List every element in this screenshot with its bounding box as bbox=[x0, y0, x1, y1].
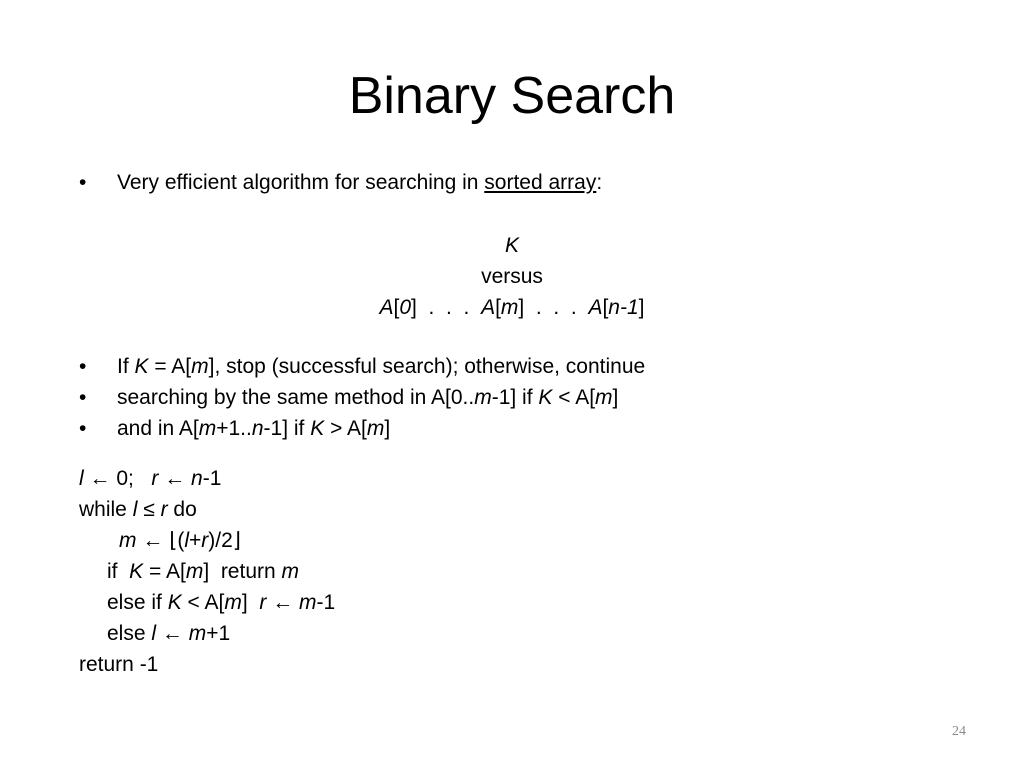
code-var-m: m bbox=[299, 591, 317, 614]
code-var-m: m bbox=[185, 560, 204, 583]
rule2-text: ] bbox=[612, 386, 619, 409]
code-text: if bbox=[107, 560, 130, 583]
array-a1: A bbox=[379, 296, 394, 319]
code-text: ← ⌊( bbox=[136, 529, 185, 552]
array-b3: [ bbox=[495, 296, 501, 319]
rule-bullet-1 bbox=[79, 352, 645, 382]
array-b4: ] . . . bbox=[518, 296, 589, 319]
code-text: ← 0; bbox=[83, 467, 152, 490]
rule2-m: m bbox=[595, 386, 613, 409]
rule2-k: K bbox=[538, 386, 553, 409]
rule-bullet-2 bbox=[79, 383, 618, 413]
code-text: + bbox=[189, 529, 202, 552]
array-b6: ] bbox=[638, 296, 645, 319]
code-text: ← bbox=[156, 622, 189, 645]
array-b1: [ bbox=[393, 296, 400, 319]
code-line-return bbox=[79, 649, 158, 680]
bullet-marker: • bbox=[79, 355, 87, 378]
code-text: = A[ bbox=[143, 560, 186, 583]
array-b5: [ bbox=[602, 296, 609, 319]
versus-label bbox=[0, 261, 1024, 292]
code-text: -1 bbox=[316, 591, 336, 614]
code-var-m: m bbox=[119, 529, 137, 552]
code-text: return -1 bbox=[79, 653, 159, 676]
slide-title: Binary Search bbox=[348, 67, 676, 125]
code-var-k: K bbox=[129, 560, 144, 583]
rule1-k: K bbox=[134, 355, 149, 378]
rule3-k: K bbox=[310, 417, 325, 440]
rule1-text: = A[ bbox=[148, 355, 192, 378]
rule2-text: < A[ bbox=[552, 386, 596, 409]
rule3-n: n bbox=[251, 417, 264, 440]
code-var-n: n bbox=[191, 467, 203, 490]
code-text: < A[ bbox=[181, 591, 225, 614]
rule1-text: ], stop (successful search); otherwise, continue bbox=[208, 355, 646, 378]
rule2-m: m bbox=[474, 386, 492, 409]
code-text: else bbox=[107, 622, 152, 645]
versus-text: versus bbox=[481, 265, 543, 288]
code-var-m: m bbox=[281, 560, 300, 583]
rule2-text: -1] if bbox=[491, 386, 539, 409]
key-label bbox=[0, 230, 1024, 261]
rule1-text: If bbox=[117, 355, 135, 378]
code-var-l: l bbox=[79, 467, 84, 490]
code-var-m: m bbox=[224, 591, 242, 614]
array-a3: A bbox=[588, 296, 603, 319]
rule2-text: searching by the same method in A[0.. bbox=[117, 386, 475, 409]
key-symbol: K bbox=[504, 234, 519, 257]
rule3-text: ] bbox=[384, 417, 391, 440]
rule3-text: and in A[ bbox=[117, 417, 199, 440]
code-text: do bbox=[167, 498, 197, 521]
rule3-text: +1.. bbox=[216, 417, 252, 440]
code-line-elseif bbox=[107, 587, 335, 618]
code-text: ← bbox=[158, 467, 192, 490]
rule3-text: -1] if bbox=[263, 417, 311, 440]
code-line-else bbox=[107, 618, 230, 649]
code-var-k: K bbox=[167, 591, 182, 614]
code-var-r: r bbox=[259, 591, 267, 614]
intro-colon: : bbox=[596, 171, 603, 194]
code-var-r: r bbox=[201, 529, 209, 552]
array-a2: A bbox=[481, 296, 496, 319]
intro-text: Very efficient algorithm for searching in bbox=[117, 171, 485, 194]
code-text: ] bbox=[241, 591, 260, 614]
array-notation bbox=[0, 292, 1024, 323]
code-text: +1 bbox=[206, 622, 231, 645]
code-var-l: l bbox=[151, 622, 157, 645]
code-line-init bbox=[79, 463, 221, 494]
intro-bullet bbox=[79, 168, 602, 198]
rule3-m: m bbox=[198, 417, 217, 440]
rule3-text: > A[ bbox=[324, 417, 367, 440]
array-b2: ] . . . bbox=[411, 296, 482, 319]
code-var-l: l bbox=[132, 498, 138, 521]
code-text: else if bbox=[107, 591, 168, 614]
array-i1: 0 bbox=[399, 296, 412, 319]
code-text: while bbox=[79, 498, 133, 521]
bullet-marker: • bbox=[79, 386, 87, 409]
array-i3: n-1 bbox=[608, 296, 639, 319]
code-text: ≤ bbox=[137, 498, 161, 521]
rule-bullet-3 bbox=[79, 414, 390, 444]
code-text: )/2⌋ bbox=[208, 529, 241, 552]
rule3-m: m bbox=[366, 417, 385, 440]
code-var-r: r bbox=[151, 467, 159, 490]
code-text: ] return bbox=[203, 560, 282, 583]
code-text: -1 bbox=[202, 467, 222, 490]
code-var-m: m bbox=[188, 622, 207, 645]
code-var-l: l bbox=[184, 529, 190, 552]
code-line-while bbox=[79, 494, 197, 525]
code-var-r: r bbox=[160, 498, 168, 521]
code-text: ← bbox=[266, 591, 300, 614]
bullet-marker: • bbox=[79, 417, 87, 440]
sorted-array-term: sorted array bbox=[484, 171, 597, 194]
code-line-if bbox=[107, 556, 299, 587]
rule1-m: m bbox=[191, 355, 209, 378]
page-number: 24 bbox=[952, 724, 966, 739]
array-i2: m bbox=[500, 296, 519, 319]
code-line-mid bbox=[119, 525, 241, 556]
bullet-marker: • bbox=[79, 171, 87, 194]
